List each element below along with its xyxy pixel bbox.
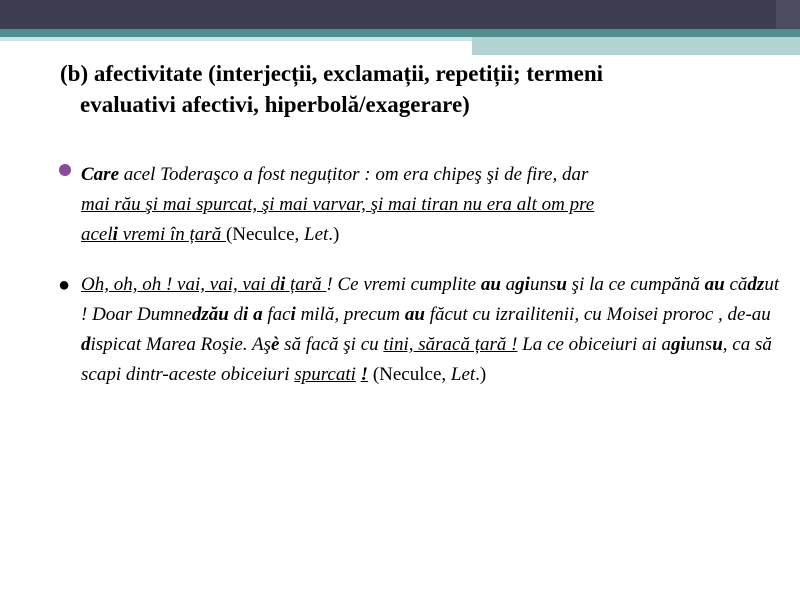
citation-text: .) — [475, 364, 487, 385]
quote-text: i — [279, 274, 286, 295]
quote-text: fac — [262, 304, 291, 325]
quote-text: vremi în țară — [117, 224, 226, 245]
quote-text: au — [404, 304, 425, 325]
quote-text: făcut cu izrailitenii, cu Moisei proroc , de-au — [424, 304, 771, 325]
quote-text: d — [81, 334, 91, 355]
quote-text: a — [500, 274, 516, 295]
quote-text: şi la ce cumpănă — [566, 274, 705, 295]
quote-text: a — [253, 304, 263, 325]
slide-heading — [60, 58, 800, 120]
quote-text: tini, săracă țară ! — [383, 334, 518, 355]
quote-text: mai rău şi mai spurcat, şi mai varvar, şi mai tiran nu era alt om pre — [81, 194, 595, 215]
bullet-item-2 — [58, 270, 788, 390]
quote-text: Care — [81, 164, 119, 185]
quote-text: acel — [81, 224, 113, 245]
quote-text: i — [112, 224, 118, 245]
quote-text: gi — [671, 334, 686, 355]
header-bar-light — [472, 37, 800, 55]
citation-text: .) — [328, 224, 340, 245]
quote-text: dzău — [191, 304, 229, 325]
quote-text: uns — [685, 334, 713, 355]
quote-text: , ca să scapi dintr-aceste obiceiuri — [81, 334, 772, 385]
header-bar-pale — [0, 37, 472, 41]
quote-text: è — [270, 334, 280, 355]
quote-text: uns — [529, 274, 557, 295]
quote-text: să facă şi cu — [279, 334, 384, 355]
bullet-list — [58, 160, 788, 390]
header-bar-dark-tail — [776, 0, 800, 29]
bullet-item-1 — [58, 160, 788, 250]
quote-text: că — [724, 274, 748, 295]
quote-text: dz — [747, 274, 765, 295]
quote-text: au — [480, 274, 501, 295]
quote-text: u — [712, 334, 723, 355]
citation-text: (Neculce, — [225, 224, 305, 245]
quote-text: ! — [360, 364, 369, 385]
header-bar-teal — [0, 29, 800, 37]
quote-text: țară — [285, 274, 327, 295]
quote-text: ispicat Marea Roşie. Aş — [90, 334, 271, 355]
quote-text: gi — [515, 274, 530, 295]
citation-text: Let — [450, 364, 476, 385]
bullet-dot-icon: ● — [58, 274, 71, 296]
citation-text: Let — [304, 224, 329, 245]
quote-text: ! Ce vremi cumplite — [326, 274, 481, 295]
quote-text: u — [556, 274, 567, 295]
quote-text: spurcati — [294, 364, 356, 385]
heading-line-2: evaluativi afectivi, hiperbolă/exagerare) — [80, 92, 470, 117]
quote-text: Oh, oh, oh ! vai, vai, vai d — [81, 274, 280, 295]
quote-text: milă, precum — [295, 304, 405, 325]
quote-text: au — [704, 274, 725, 295]
quote-text: ut ! Doar Dumne — [81, 274, 780, 325]
heading-line-1: (b) afectivitate (interjecții, exclamații, repetiții; termeni — [60, 61, 604, 86]
header-bar-dark — [0, 0, 776, 29]
citation-text: (Neculce, — [368, 364, 451, 385]
quote-text: acel Toderaşco a fost neguțitor : om era chipeş şi de fire, dar — [119, 164, 589, 185]
quote-text: i — [243, 304, 249, 325]
quote-text: La ce obiceiuri ai a — [517, 334, 672, 355]
quote-text: d — [228, 304, 244, 325]
quote-text: i — [290, 304, 296, 325]
